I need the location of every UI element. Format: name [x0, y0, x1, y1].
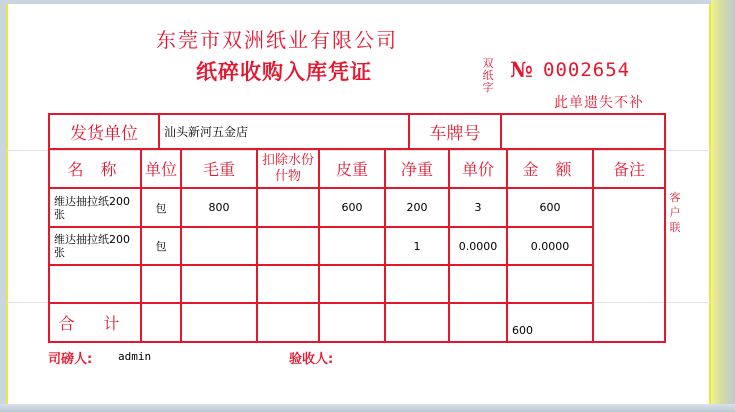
row-price: 0.0000 — [458, 239, 498, 253]
row-net: 200 — [406, 201, 428, 214]
col-header-tare: 皮重 — [335, 160, 368, 179]
row-unit: 包 — [155, 240, 167, 253]
row-tare: 600 — [341, 201, 363, 214]
row-gross — [182, 228, 256, 264]
weigher-label: 司磅人: — [48, 352, 93, 367]
row-amount: 0.0000 — [530, 239, 570, 253]
total-amount: 600 — [512, 324, 533, 337]
window-edge — [711, 0, 735, 412]
company-name: 东莞市双洲纸业有限公司 — [156, 28, 398, 52]
document-title: 纸碎收购入库凭证 — [196, 59, 372, 84]
document-series-tag: 双纸字 — [482, 57, 494, 94]
shipper-label: 发货单位 — [70, 124, 138, 144]
col-header-gross: 毛重 — [202, 160, 235, 179]
col-header-amount: 金 额 — [522, 160, 578, 179]
row-name: 维达抽拉纸200张 — [54, 233, 130, 259]
col-header-name: 名 称 — [67, 160, 123, 179]
col-header-unit: 单位 — [144, 160, 177, 179]
row-tare — [320, 228, 384, 264]
row-gross: 800 — [208, 201, 230, 214]
plate-label: 车牌号 — [429, 124, 481, 144]
col-header-net: 净重 — [400, 160, 433, 179]
weigher-value: admin — [118, 350, 152, 363]
total-label: 合 计 — [58, 314, 132, 333]
col-header-price: 单价 — [461, 160, 494, 179]
row-name: 维达抽拉纸200张 — [54, 194, 130, 221]
number-prefix: № — [510, 57, 533, 82]
lost-note: 此单遗失不补 — [554, 95, 644, 111]
row-deduct — [258, 228, 318, 264]
row-amount: 600 — [539, 201, 561, 214]
shipper-value: 汕头新河五金店 — [164, 125, 249, 139]
receiver-label: 验收人: — [289, 352, 334, 367]
row-unit: 包 — [155, 201, 167, 215]
row-net: 1 — [413, 239, 421, 253]
voucher-number: 0002654 — [543, 59, 631, 81]
col-header-deduct: 扣除水份什物 — [261, 152, 314, 184]
col-header-remarks: 备注 — [612, 160, 645, 179]
row-deduct — [258, 189, 318, 226]
row-price: 3 — [474, 201, 482, 214]
copy-label: 客户联 — [669, 191, 681, 234]
plate-value — [502, 115, 664, 148]
window-bottom-edge — [0, 404, 735, 412]
